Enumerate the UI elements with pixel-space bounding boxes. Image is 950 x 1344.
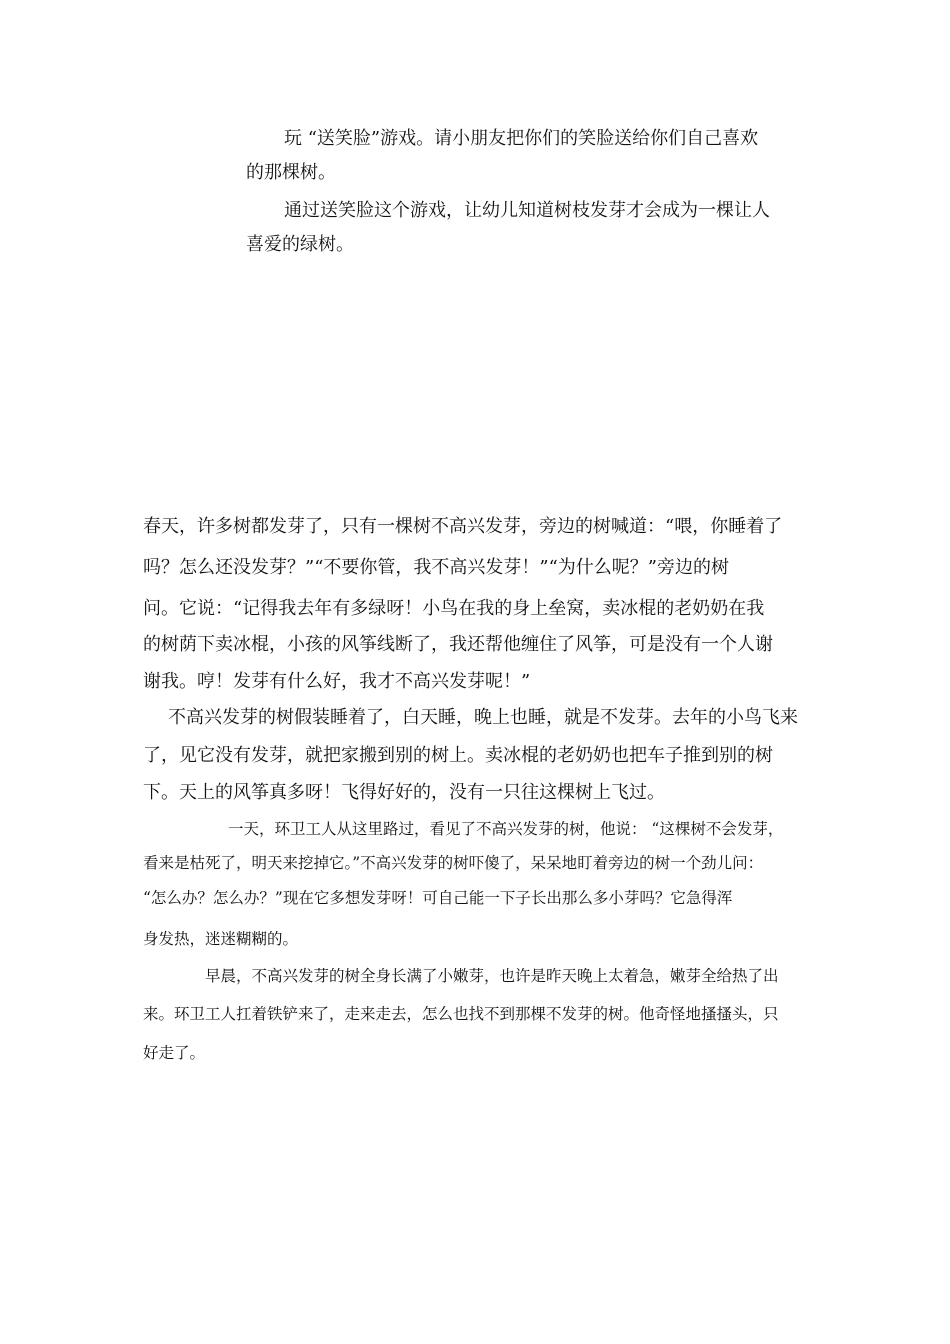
story-p1-line-1: 春天，许多树都发芽了，只有一棵树不高兴发芽，旁边的树喊道：“喂，你睡着了 (143, 516, 783, 537)
story-p1-line-5: 谢我。哼！发芽有什么好，我才不高兴发芽呢！” (143, 671, 531, 692)
story-p2-line-3: 下。天上的风筝真多呀！飞得好好的，没有一只往这棵树上飞过。 (143, 782, 665, 803)
activity-line-2: 的那棵树。 (246, 162, 336, 183)
story-p1-line-3: 问。它说：“记得我去年有多绿呀！小鸟在我的身上垒窝，卖冰棍的老奶奶在我 (143, 598, 765, 619)
activity-line-3: 通过送笑脸这个游戏，让幼儿知道树枝发芽才会成为一棵让人 (284, 200, 770, 221)
story-p1-line-2: 吗？怎么还没发芽？”“不要你管，我不高兴发芽！”“为什么呢？”旁边的树 (143, 557, 730, 578)
story-p3-line-3: “怎么办？怎么办？”现在它多想发芽呀！可自己能一下子长出那么多小芽吗？它急得浑 (143, 889, 733, 907)
activity-line-4: 喜爱的绿树。 (246, 234, 354, 255)
story-p4-line-1: 早晨，不高兴发芽的树全身长满了小嫩芽，也许是昨天晚上太着急，嫩芽全给热了出 (205, 967, 779, 985)
story-p4-line-2: 来。环卫工人扛着铁铲来了，走来走去，怎么也找不到那棵不发芽的树。他奇怪地搔搔头，只 (143, 1005, 779, 1023)
story-p3-line-2: 看来是枯死了，明天来挖掉它。”不高兴发芽的树吓傻了，呆呆地盯着旁边的树一个劲儿问： (143, 854, 764, 872)
story-p3-line-1: 一天，环卫工人从这里路过，看见了不高兴发芽的树，他说： “这棵树不会发芽， (228, 820, 784, 838)
story-p2-line-2: 了，见它没有发芽，就把家搬到别的树上。卖冰棍的老奶奶也把车子推到别的树 (143, 745, 773, 766)
story-p3-line-4: 身发热，迷迷糊糊的。 (143, 930, 299, 948)
activity-line-1: 玩 “送笑脸”游戏。请小朋友把你们的笑脸送给你们自己喜欢 (284, 128, 759, 149)
story-p2-line-1: 不高兴发芽的树假装睡着了，白天睡，晚上也睡，就是不发芽。去年的小鸟飞来 (168, 707, 798, 728)
story-p4-line-3: 好走了。 (143, 1044, 206, 1062)
story-p1-line-4: 的树荫下卖冰棍，小孩的风筝线断了，我还帮他缠住了风筝，可是没有一个人谢 (143, 634, 773, 655)
